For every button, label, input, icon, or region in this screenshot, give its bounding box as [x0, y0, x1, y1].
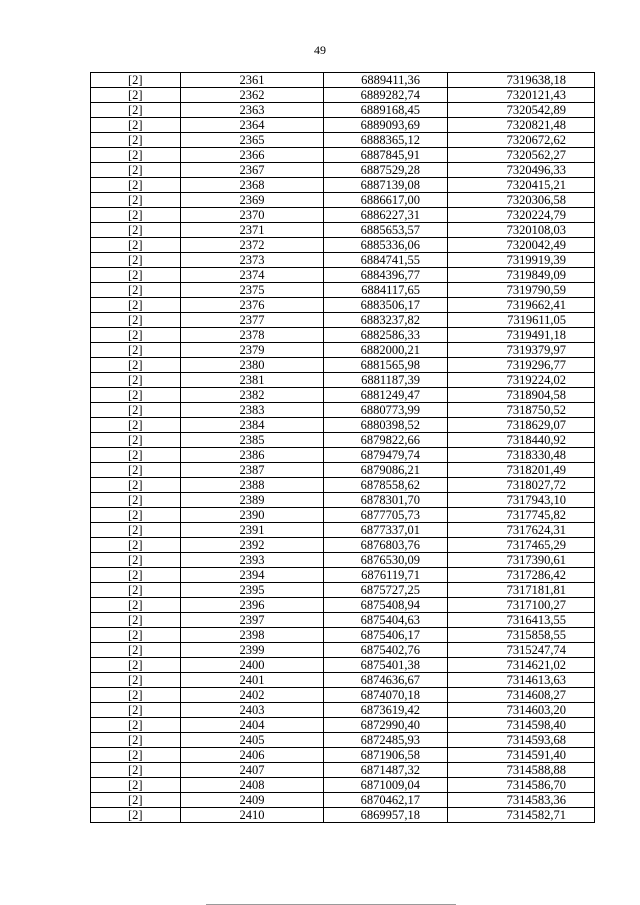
- reference-cell: [2]: [91, 613, 181, 628]
- x-coordinate-cell: 6884741,55: [324, 253, 448, 268]
- point-number-cell: 2375: [181, 283, 324, 298]
- x-coordinate-cell: 6883506,17: [324, 298, 448, 313]
- table-row: [91, 328, 595, 343]
- point-number-cell: 2376: [181, 298, 324, 313]
- table-row: [91, 268, 595, 283]
- point-number-cell: 2402: [181, 688, 324, 703]
- y-coordinate-cell: 7317465,29: [448, 538, 595, 553]
- reference-cell: [2]: [91, 88, 181, 103]
- point-number-cell: 2373: [181, 253, 324, 268]
- reference-cell: [2]: [91, 418, 181, 433]
- x-coordinate-cell: 6870462,17: [324, 793, 448, 808]
- point-number-cell: 2378: [181, 328, 324, 343]
- table-row: [91, 418, 595, 433]
- table-row: [91, 403, 595, 418]
- y-coordinate-cell: 7320542,89: [448, 103, 595, 118]
- x-coordinate-cell: 6882000,21: [324, 343, 448, 358]
- point-number-cell: 2385: [181, 433, 324, 448]
- x-coordinate-cell: 6881565,98: [324, 358, 448, 373]
- point-number-cell: 2391: [181, 523, 324, 538]
- table-row: [91, 193, 595, 208]
- reference-cell: [2]: [91, 403, 181, 418]
- reference-cell: [2]: [91, 643, 181, 658]
- x-coordinate-cell: 6872485,93: [324, 733, 448, 748]
- reference-cell: [2]: [91, 103, 181, 118]
- table-row: [91, 703, 595, 718]
- reference-cell: [2]: [91, 358, 181, 373]
- x-coordinate-cell: 6889282,74: [324, 88, 448, 103]
- reference-cell: [2]: [91, 553, 181, 568]
- reference-cell: [2]: [91, 763, 181, 778]
- x-coordinate-cell: 6875406,17: [324, 628, 448, 643]
- x-coordinate-cell: 6889168,45: [324, 103, 448, 118]
- x-coordinate-cell: 6886617,00: [324, 193, 448, 208]
- x-coordinate-cell: 6887139,08: [324, 178, 448, 193]
- table-row: [91, 808, 595, 823]
- point-number-cell: 2384: [181, 418, 324, 433]
- y-coordinate-cell: 7319379,97: [448, 343, 595, 358]
- x-coordinate-cell: 6884117,65: [324, 283, 448, 298]
- y-coordinate-cell: 7314588,88: [448, 763, 595, 778]
- table-row: [91, 793, 595, 808]
- y-coordinate-cell: 7318440,92: [448, 433, 595, 448]
- y-coordinate-cell: 7318027,72: [448, 478, 595, 493]
- point-number-cell: 2387: [181, 463, 324, 478]
- table-row: [91, 508, 595, 523]
- reference-cell: [2]: [91, 808, 181, 823]
- y-coordinate-cell: 7319491,18: [448, 328, 595, 343]
- x-coordinate-cell: 6887845,91: [324, 148, 448, 163]
- x-coordinate-cell: 6881249,47: [324, 388, 448, 403]
- y-coordinate-cell: 7320108,03: [448, 223, 595, 238]
- reference-cell: [2]: [91, 178, 181, 193]
- x-coordinate-cell: 6884396,77: [324, 268, 448, 283]
- point-number-cell: 2365: [181, 133, 324, 148]
- reference-cell: [2]: [91, 493, 181, 508]
- y-coordinate-cell: 7314621,02: [448, 658, 595, 673]
- x-coordinate-cell: 6875401,38: [324, 658, 448, 673]
- coordinates-table: [90, 72, 595, 823]
- point-number-cell: 2397: [181, 613, 324, 628]
- point-number-cell: 2371: [181, 223, 324, 238]
- table-row: [91, 118, 595, 133]
- table-row: [91, 463, 595, 478]
- reference-cell: [2]: [91, 328, 181, 343]
- x-coordinate-cell: 6887529,28: [324, 163, 448, 178]
- reference-cell: [2]: [91, 778, 181, 793]
- point-number-cell: 2405: [181, 733, 324, 748]
- table-row: [91, 628, 595, 643]
- x-coordinate-cell: 6883237,82: [324, 313, 448, 328]
- y-coordinate-cell: 7315858,55: [448, 628, 595, 643]
- reference-cell: [2]: [91, 298, 181, 313]
- point-number-cell: 2363: [181, 103, 324, 118]
- table-row: [91, 73, 595, 88]
- table-row: [91, 583, 595, 598]
- reference-cell: [2]: [91, 343, 181, 358]
- reference-cell: [2]: [91, 568, 181, 583]
- point-number-cell: 2386: [181, 448, 324, 463]
- x-coordinate-cell: 6875408,94: [324, 598, 448, 613]
- y-coordinate-cell: 7319790,59: [448, 283, 595, 298]
- x-coordinate-cell: 6888365,12: [324, 133, 448, 148]
- y-coordinate-cell: 7318629,07: [448, 418, 595, 433]
- reference-cell: [2]: [91, 733, 181, 748]
- point-number-cell: 2377: [181, 313, 324, 328]
- point-number-cell: 2401: [181, 673, 324, 688]
- table-row: [91, 163, 595, 178]
- reference-cell: [2]: [91, 223, 181, 238]
- x-coordinate-cell: 6877337,01: [324, 523, 448, 538]
- point-number-cell: 2380: [181, 358, 324, 373]
- table-row: [91, 778, 595, 793]
- point-number-cell: 2372: [181, 238, 324, 253]
- table-row: [91, 343, 595, 358]
- reference-cell: [2]: [91, 673, 181, 688]
- y-coordinate-cell: 7315247,74: [448, 643, 595, 658]
- table-row: [91, 673, 595, 688]
- x-coordinate-cell: 6875404,63: [324, 613, 448, 628]
- y-coordinate-cell: 7314586,70: [448, 778, 595, 793]
- reference-cell: [2]: [91, 238, 181, 253]
- point-number-cell: 2379: [181, 343, 324, 358]
- y-coordinate-cell: 7317390,61: [448, 553, 595, 568]
- x-coordinate-cell: 6880773,99: [324, 403, 448, 418]
- y-coordinate-cell: 7318330,48: [448, 448, 595, 463]
- y-coordinate-cell: 7314598,40: [448, 718, 595, 733]
- x-coordinate-cell: 6876119,71: [324, 568, 448, 583]
- y-coordinate-cell: 7319919,39: [448, 253, 595, 268]
- y-coordinate-cell: 7318201,49: [448, 463, 595, 478]
- reference-cell: [2]: [91, 193, 181, 208]
- y-coordinate-cell: 7320224,79: [448, 208, 595, 223]
- point-number-cell: 2364: [181, 118, 324, 133]
- table-row: [91, 283, 595, 298]
- reference-cell: [2]: [91, 523, 181, 538]
- x-coordinate-cell: 6881187,39: [324, 373, 448, 388]
- point-number-cell: 2369: [181, 193, 324, 208]
- x-coordinate-cell: 6879479,74: [324, 448, 448, 463]
- table-row: [91, 298, 595, 313]
- table-row: [91, 613, 595, 628]
- table-row: [91, 643, 595, 658]
- table-row: [91, 103, 595, 118]
- x-coordinate-cell: 6889411,36: [324, 73, 448, 88]
- table-row: [91, 253, 595, 268]
- table-row: [91, 568, 595, 583]
- reference-cell: [2]: [91, 748, 181, 763]
- x-coordinate-cell: 6878301,70: [324, 493, 448, 508]
- y-coordinate-cell: 7319849,09: [448, 268, 595, 283]
- y-coordinate-cell: 7317745,82: [448, 508, 595, 523]
- point-number-cell: 2409: [181, 793, 324, 808]
- point-number-cell: 2362: [181, 88, 324, 103]
- reference-cell: [2]: [91, 538, 181, 553]
- x-coordinate-cell: 6876530,09: [324, 553, 448, 568]
- y-coordinate-cell: 7320306,58: [448, 193, 595, 208]
- reference-cell: [2]: [91, 133, 181, 148]
- y-coordinate-cell: 7317286,42: [448, 568, 595, 583]
- point-number-cell: 2403: [181, 703, 324, 718]
- y-coordinate-cell: 7320562,27: [448, 148, 595, 163]
- point-number-cell: 2400: [181, 658, 324, 673]
- point-number-cell: 2396: [181, 598, 324, 613]
- x-coordinate-cell: 6875727,25: [324, 583, 448, 598]
- point-number-cell: 2407: [181, 763, 324, 778]
- table-row: [91, 208, 595, 223]
- y-coordinate-cell: 7317181,81: [448, 583, 595, 598]
- point-number-cell: 2382: [181, 388, 324, 403]
- point-number-cell: 2393: [181, 553, 324, 568]
- page-number: 49: [314, 43, 326, 57]
- reference-cell: [2]: [91, 508, 181, 523]
- reference-cell: [2]: [91, 163, 181, 178]
- x-coordinate-cell: 6880398,52: [324, 418, 448, 433]
- y-coordinate-cell: 7320415,21: [448, 178, 595, 193]
- y-coordinate-cell: 7320042,49: [448, 238, 595, 253]
- y-coordinate-cell: 7314582,71: [448, 808, 595, 823]
- reference-cell: [2]: [91, 583, 181, 598]
- reference-cell: [2]: [91, 478, 181, 493]
- table-row: [91, 433, 595, 448]
- table-row: [91, 148, 595, 163]
- x-coordinate-cell: 6873619,42: [324, 703, 448, 718]
- y-coordinate-cell: 7314608,27: [448, 688, 595, 703]
- table-row: [91, 388, 595, 403]
- reference-cell: [2]: [91, 433, 181, 448]
- x-coordinate-cell: 6869957,18: [324, 808, 448, 823]
- x-coordinate-cell: 6877705,73: [324, 508, 448, 523]
- point-number-cell: 2383: [181, 403, 324, 418]
- reference-cell: [2]: [91, 148, 181, 163]
- point-number-cell: 2392: [181, 538, 324, 553]
- reference-cell: [2]: [91, 388, 181, 403]
- table-row: [91, 448, 595, 463]
- point-number-cell: 2381: [181, 373, 324, 388]
- point-number-cell: 2368: [181, 178, 324, 193]
- x-coordinate-cell: 6882586,33: [324, 328, 448, 343]
- table-row: [91, 598, 595, 613]
- y-coordinate-cell: 7319611,05: [448, 313, 595, 328]
- reference-cell: [2]: [91, 793, 181, 808]
- x-coordinate-cell: 6876803,76: [324, 538, 448, 553]
- point-number-cell: 2395: [181, 583, 324, 598]
- table-row: [91, 178, 595, 193]
- reference-cell: [2]: [91, 688, 181, 703]
- x-coordinate-cell: 6871009,04: [324, 778, 448, 793]
- reference-cell: [2]: [91, 658, 181, 673]
- y-coordinate-cell: 7314613,63: [448, 673, 595, 688]
- table-row: [91, 763, 595, 778]
- y-coordinate-cell: 7320496,33: [448, 163, 595, 178]
- point-number-cell: 2398: [181, 628, 324, 643]
- y-coordinate-cell: 7317100,27: [448, 598, 595, 613]
- table-row: [91, 538, 595, 553]
- y-coordinate-cell: 7319224,02: [448, 373, 595, 388]
- point-number-cell: 2366: [181, 148, 324, 163]
- reference-cell: [2]: [91, 373, 181, 388]
- table-row: [91, 523, 595, 538]
- y-coordinate-cell: 7317943,10: [448, 493, 595, 508]
- point-number-cell: 2388: [181, 478, 324, 493]
- point-number-cell: 2408: [181, 778, 324, 793]
- table-row: [91, 478, 595, 493]
- point-number-cell: 2374: [181, 268, 324, 283]
- y-coordinate-cell: 7314591,40: [448, 748, 595, 763]
- y-coordinate-cell: 7314603,20: [448, 703, 595, 718]
- y-coordinate-cell: 7314593,68: [448, 733, 595, 748]
- point-number-cell: 2370: [181, 208, 324, 223]
- table-row: [91, 658, 595, 673]
- reference-cell: [2]: [91, 718, 181, 733]
- reference-cell: [2]: [91, 73, 181, 88]
- reference-cell: [2]: [91, 313, 181, 328]
- reference-cell: [2]: [91, 448, 181, 463]
- x-coordinate-cell: 6871906,58: [324, 748, 448, 763]
- table-row: [91, 223, 595, 238]
- table-row: [91, 748, 595, 763]
- y-coordinate-cell: 7319662,41: [448, 298, 595, 313]
- reference-cell: [2]: [91, 283, 181, 298]
- table-row: [91, 133, 595, 148]
- y-coordinate-cell: 7318904,58: [448, 388, 595, 403]
- x-coordinate-cell: 6878558,62: [324, 478, 448, 493]
- reference-cell: [2]: [91, 628, 181, 643]
- y-coordinate-cell: 7320672,62: [448, 133, 595, 148]
- point-number-cell: 2390: [181, 508, 324, 523]
- x-coordinate-cell: 6879822,66: [324, 433, 448, 448]
- table-row: [91, 493, 595, 508]
- x-coordinate-cell: 6874070,18: [324, 688, 448, 703]
- reference-cell: [2]: [91, 463, 181, 478]
- y-coordinate-cell: 7319296,77: [448, 358, 595, 373]
- reference-cell: [2]: [91, 598, 181, 613]
- table-row: [91, 373, 595, 388]
- reference-cell: [2]: [91, 703, 181, 718]
- x-coordinate-cell: 6879086,21: [324, 463, 448, 478]
- point-number-cell: 2394: [181, 568, 324, 583]
- point-number-cell: 2367: [181, 163, 324, 178]
- table-row: [91, 88, 595, 103]
- x-coordinate-cell: 6872990,40: [324, 718, 448, 733]
- reference-cell: [2]: [91, 253, 181, 268]
- point-number-cell: 2410: [181, 808, 324, 823]
- point-number-cell: 2406: [181, 748, 324, 763]
- point-number-cell: 2399: [181, 643, 324, 658]
- x-coordinate-cell: 6885653,57: [324, 223, 448, 238]
- table-row: [91, 238, 595, 253]
- x-coordinate-cell: 6885336,06: [324, 238, 448, 253]
- reference-cell: [2]: [91, 208, 181, 223]
- y-coordinate-cell: 7320121,43: [448, 88, 595, 103]
- table-row: [91, 313, 595, 328]
- y-coordinate-cell: 7317624,31: [448, 523, 595, 538]
- y-coordinate-cell: 7316413,55: [448, 613, 595, 628]
- table-row: [91, 358, 595, 373]
- x-coordinate-cell: 6889093,69: [324, 118, 448, 133]
- y-coordinate-cell: 7320821,48: [448, 118, 595, 133]
- point-number-cell: 2404: [181, 718, 324, 733]
- x-coordinate-cell: 6875402,76: [324, 643, 448, 658]
- table-row: [91, 553, 595, 568]
- reference-cell: [2]: [91, 268, 181, 283]
- table-row: [91, 733, 595, 748]
- table-row: [91, 688, 595, 703]
- point-number-cell: 2389: [181, 493, 324, 508]
- point-number-cell: 2361: [181, 73, 324, 88]
- coordinates-table-body: [91, 73, 595, 823]
- y-coordinate-cell: 7314583,36: [448, 793, 595, 808]
- x-coordinate-cell: 6886227,31: [324, 208, 448, 223]
- y-coordinate-cell: 7318750,52: [448, 403, 595, 418]
- x-coordinate-cell: 6874636,67: [324, 673, 448, 688]
- reference-cell: [2]: [91, 118, 181, 133]
- table-row: [91, 718, 595, 733]
- x-coordinate-cell: 6871487,32: [324, 763, 448, 778]
- y-coordinate-cell: 7319638,18: [448, 73, 595, 88]
